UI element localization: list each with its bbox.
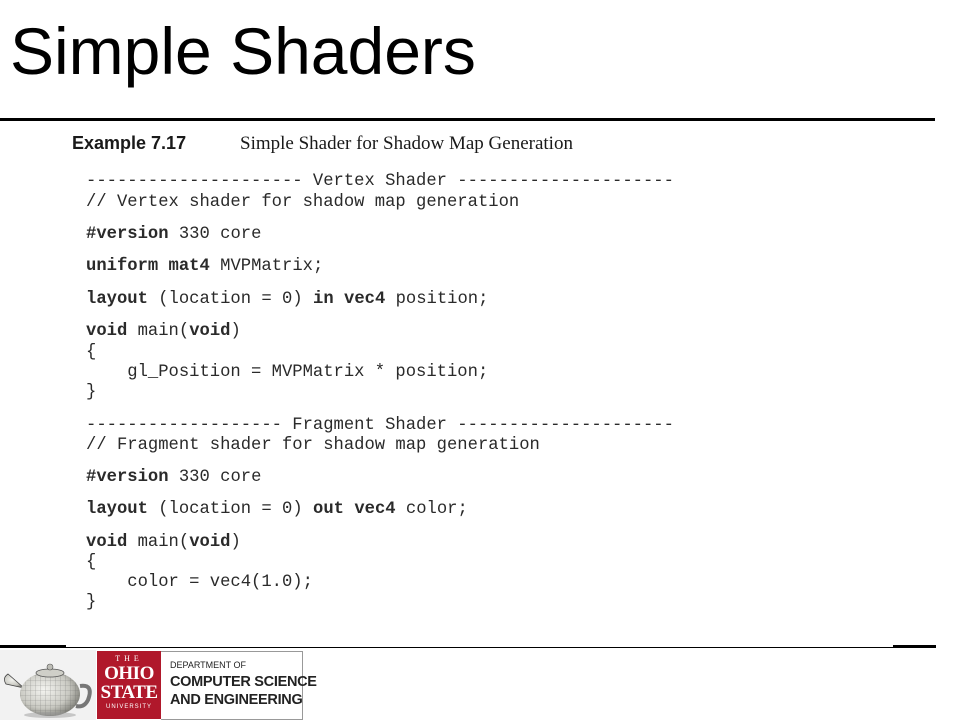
code-line: // Vertex shader for shadow map generation	[86, 193, 520, 212]
code-line: #version 330 core	[86, 468, 262, 487]
footer-divider-right	[893, 645, 936, 648]
department-logo	[161, 651, 317, 720]
code-line: #version 330 core	[86, 225, 262, 244]
code-line: uniform mat4 MVPMatrix;	[86, 257, 324, 276]
logo-the: THE	[115, 654, 143, 663]
logo-ohio: OHIO	[104, 663, 154, 684]
code-line: }	[86, 593, 97, 612]
footer-divider-left	[0, 645, 66, 648]
code-line: ------------------- Fragment Shader ---------------------	[86, 416, 674, 435]
logo-university: UNIVERSITY	[105, 704, 152, 710]
code-line: // Fragment shader for shadow map generation	[86, 436, 540, 455]
logo-state: STATE	[100, 682, 158, 703]
department-line-3: AND ENGINEERING	[170, 692, 303, 708]
code-line: --------------------- Vertex Shader ---------------------	[86, 172, 674, 191]
code-line: color = vec4(1.0);	[86, 573, 313, 592]
department-line-2: COMPUTER SCIENCE	[170, 674, 317, 690]
ohio-state-logo	[97, 651, 161, 719]
code-line: {	[86, 553, 97, 572]
code-line: gl_Position = MVPMatrix * position;	[86, 363, 489, 382]
slide-title: Simple Shaders	[10, 14, 476, 88]
example-header	[72, 133, 573, 154]
example-number: Example 7.17	[72, 133, 187, 153]
code-line: layout (location = 0) out vec4 color;	[86, 500, 468, 519]
example-caption: Simple Shader for Shadow Map Generation	[240, 133, 573, 154]
department-line-1: DEPARTMENT OF	[170, 660, 247, 670]
utah-teapot-icon	[0, 650, 96, 720]
code-line: {	[86, 343, 97, 362]
code-line: void main(void)	[86, 533, 241, 552]
code-line: layout (location = 0) in vec4 position;	[86, 290, 489, 309]
code-line: }	[86, 383, 97, 402]
footer-divider	[66, 647, 936, 648]
code-line: void main(void)	[86, 322, 241, 341]
title-divider	[0, 118, 935, 121]
